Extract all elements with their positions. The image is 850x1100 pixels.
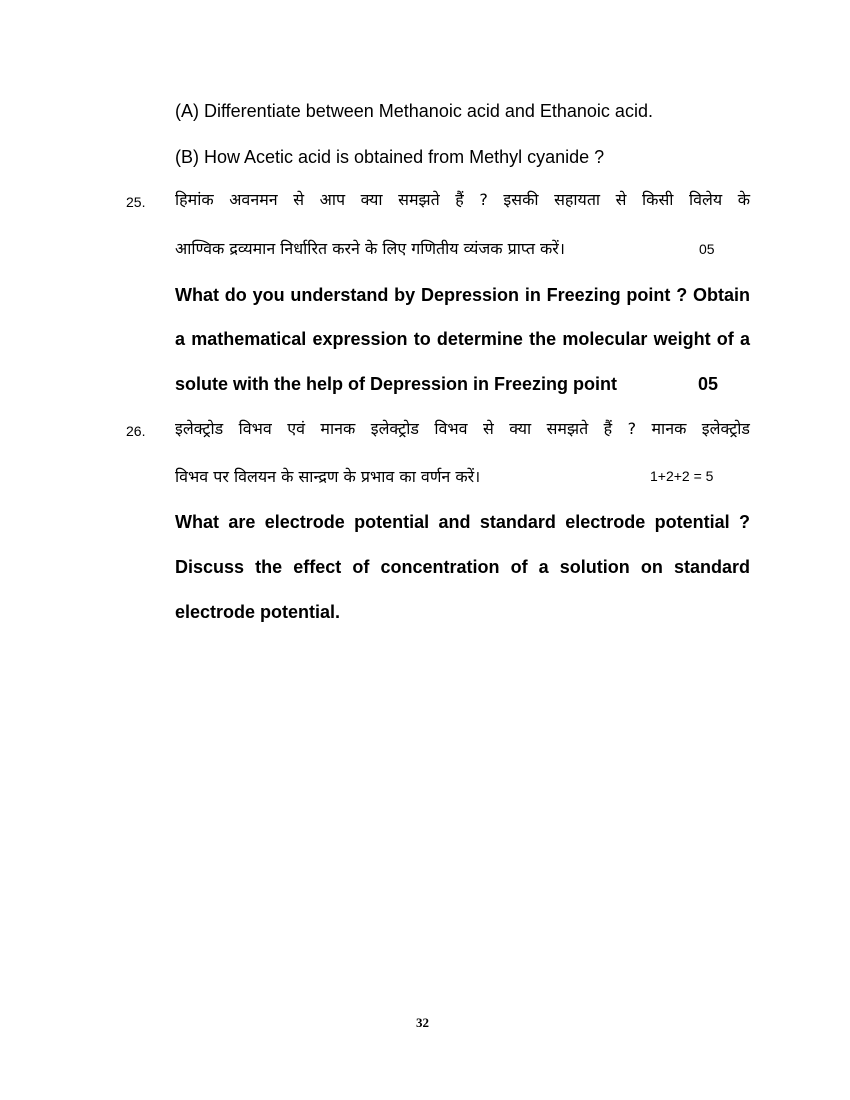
- q25-hindi-marks: 05: [699, 241, 715, 257]
- q26-hindi-marks: 1+2+2 = 5: [650, 468, 714, 484]
- q25-english-line2: a mathematical expression to determine the molecular weight of a: [175, 329, 750, 349]
- q25-english-line3: solute with the help of Depression in Freezing point: [175, 374, 618, 394]
- q26-hindi-line2: विभव पर विलयन के सान्द्रण के प्रभाव का वर्णन करें।: [175, 467, 481, 486]
- q26-english-line3: electrode potential.: [175, 602, 341, 622]
- q25-hindi-line1: हिमांक अवनमन से आप क्या समझते हैं ? इसकी सहायता से किसी विलेय के: [175, 190, 750, 209]
- q24-part-a: (A) Differentiate between Methanoic acid and Ethanoic acid.: [175, 101, 653, 121]
- page-number: 32: [416, 1015, 429, 1030]
- q25-english-line1: What do you understand by Depression in Freezing point ? Obtain: [175, 285, 750, 305]
- q24-part-b: (B) How Acetic acid is obtained from Methyl cyanide ?: [175, 147, 605, 167]
- q25-english-marks: 05: [698, 374, 719, 394]
- q25-number: 25.: [126, 194, 146, 210]
- q26-english-line2: Discuss the effect of concentration of a solution on standard: [175, 557, 750, 577]
- q26-english-line1: What are electrode potential and standard electrode potential ?: [175, 512, 750, 532]
- q26-hindi-line1: इलेक्ट्रोड विभव एवं मानक इलेक्ट्रोड विभव से क्या समझते हैं ? मानक इलेक्ट्रोड: [175, 419, 750, 438]
- q25-hindi-line2: आण्विक द्रव्यमान निर्धारित करने के लिए गणितीय व्यंजक प्राप्त करें।: [175, 239, 565, 258]
- q26-number: 26.: [126, 423, 146, 439]
